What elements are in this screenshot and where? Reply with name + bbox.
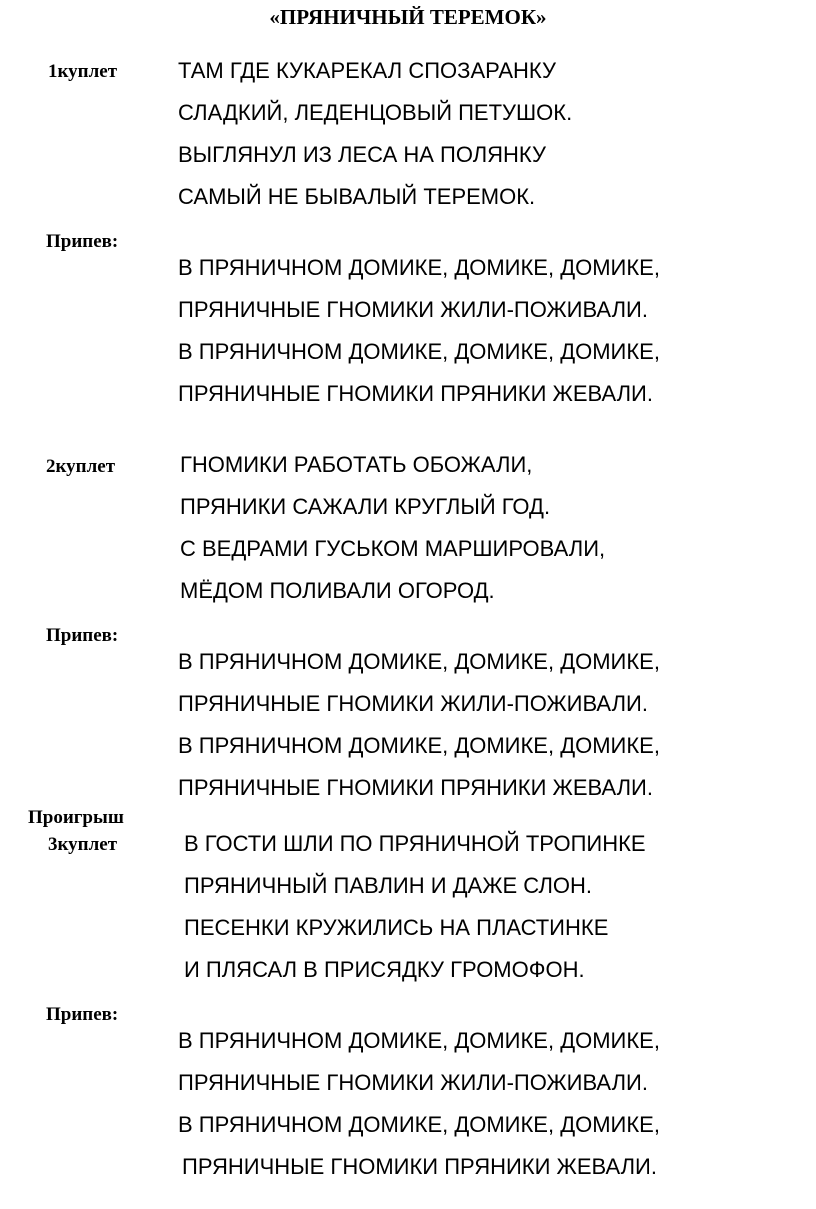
lyric-line: МЁДОМ ПОЛИВАЛИ ОГОРОД. <box>180 578 495 603</box>
lyric-line: СЛАДКИЙ, ЛЕДЕНЦОВЫЙ ПЕТУШОК. <box>178 100 573 125</box>
chorus-1-label: Припев: <box>46 231 119 252</box>
lyric-line: ПРЯНИЧНЫЕ ГНОМИКИ ЖИЛИ-ПОЖИВАЛИ. <box>178 691 648 716</box>
verse-1-label: 1куплет <box>48 61 118 82</box>
lyric-line: ГНОМИКИ РАБОТАТЬ ОБОЖАЛИ, <box>180 452 533 477</box>
verse-2-text <box>180 444 605 612</box>
lyric-line: В ПРЯНИЧНОМ ДОМИКЕ, ДОМИКЕ, ДОМИКЕ, <box>178 339 660 364</box>
lyric-line: ПРЯНИЧНЫЙ ПАВЛИН И ДАЖЕ СЛОН. <box>184 873 593 898</box>
lyric-line: ПРЯНИЧНЫЕ ГНОМИКИ ПРЯНИКИ ЖЕВАЛИ. <box>178 381 653 406</box>
lyric-line: ВЫГЛЯНУЛ ИЗ ЛЕСА НА ПОЛЯНКУ <box>178 142 546 167</box>
lyric-line: В ПРЯНИЧНОМ ДОМИКЕ, ДОМИКЕ, ДОМИКЕ, <box>178 255 660 280</box>
verse-3-label: 3куплет <box>48 834 118 855</box>
lyric-line: ТАМ ГДЕ КУКАРЕКАЛ СПОЗАРАНКУ <box>178 58 556 83</box>
interlude-label: Проигрыш <box>28 807 124 828</box>
lyric-line: ПРЯНИЧНЫЕ ГНОМИКИ ЖИЛИ-ПОЖИВАЛИ. <box>178 1070 648 1095</box>
chorus-3-label: Припев: <box>46 1004 119 1025</box>
lyric-line: В ПРЯНИЧНОМ ДОМИКЕ, ДОМИКЕ, ДОМИКЕ, <box>178 733 660 758</box>
lyric-line: В ПРЯНИЧНОМ ДОМИКЕ, ДОМИКЕ, ДОМИКЕ, <box>178 1112 660 1137</box>
lyric-line: В ГОСТИ ШЛИ ПО ПРЯНИЧНОЙ ТРОПИНКЕ <box>184 831 646 856</box>
verse-2-label: 2куплет <box>46 456 116 477</box>
verse-1-text <box>178 50 572 218</box>
chorus-1-text <box>178 247 660 415</box>
lyric-line: ПРЯНИЧНЫЕ ГНОМИКИ ЖИЛИ-ПОЖИВАЛИ. <box>178 297 648 322</box>
lyric-line: САМЫЙ НЕ БЫВАЛЫЙ ТЕРЕМОК. <box>178 184 536 209</box>
chorus-2-label: Припев: <box>46 625 119 646</box>
verse-3-text <box>184 823 646 991</box>
lyric-line: ПЕСЕНКИ КРУЖИЛИСЬ НА ПЛАСТИНКЕ <box>184 915 609 940</box>
chorus-3-text <box>178 1020 660 1188</box>
lyric-line: ПРЯНИКИ САЖАЛИ КРУГЛЫЙ ГОД. <box>180 494 551 519</box>
lyric-line: В ПРЯНИЧНОМ ДОМИКЕ, ДОМИКЕ, ДОМИКЕ, <box>178 1028 660 1053</box>
song-title: «ПРЯНИЧНЫЙ ТЕРЕМОК» <box>269 5 547 29</box>
lyric-line: ПРЯНИЧНЫЕ ГНОМИКИ ПРЯНИКИ ЖЕВАЛИ. <box>178 775 653 800</box>
lyric-line: И ПЛЯСАЛ В ПРИСЯДКУ ГРОМОФОН. <box>184 957 585 982</box>
lyric-line: С ВЕДРАМИ ГУСЬКОМ МАРШИРОВАЛИ, <box>180 536 606 561</box>
lyric-line: ПРЯНИЧНЫЕ ГНОМИКИ ПРЯНИКИ ЖЕВАЛИ. <box>182 1154 657 1179</box>
chorus-2-text <box>178 641 660 809</box>
lyric-line: В ПРЯНИЧНОМ ДОМИКЕ, ДОМИКЕ, ДОМИКЕ, <box>178 649 660 674</box>
